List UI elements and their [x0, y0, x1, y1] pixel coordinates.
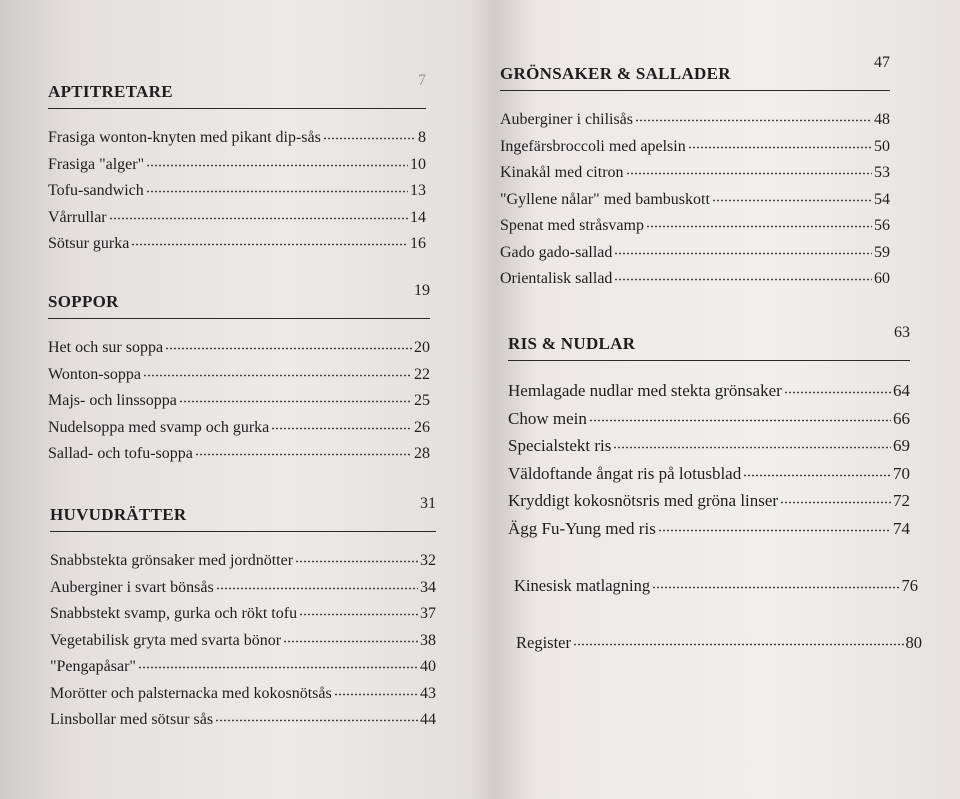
entry-page: 34 [420, 578, 436, 596]
dot-leader [334, 682, 418, 698]
toc-entry [508, 405, 910, 433]
toc-entry [50, 575, 436, 602]
dot-leader [626, 161, 872, 177]
entry-title: Tofu-sandwich [48, 182, 144, 199]
entry-title: Hemlagade nudlar med stekta grönsaker [508, 381, 782, 400]
entry-title: Auberginer i chilisås [500, 111, 634, 128]
entry-page: 40 [420, 658, 436, 675]
toc-entry [508, 515, 910, 543]
dot-leader [283, 629, 418, 645]
right-page [490, 0, 960, 799]
entry-page: 26 [414, 418, 430, 436]
toc-section-ris-nudlar [508, 324, 910, 542]
entry-page: 32 [420, 552, 436, 569]
toc-entry [500, 160, 890, 187]
dot-leader [712, 188, 872, 204]
toc-entry [508, 432, 910, 460]
section-rule [48, 318, 430, 319]
toc-entry [50, 654, 436, 681]
entry-title: Orientalisk sallad [500, 270, 613, 287]
entry-title: "Pengapåsar" [50, 658, 136, 675]
entry-page: 53 [874, 164, 890, 181]
entry-title: Snabbstekta grönsaker med jordnötter [50, 552, 294, 569]
toc-entry [48, 231, 426, 258]
section-title: RIS & NUDLAR [508, 334, 636, 353]
entry-title: Frasiga wonton-knyten med pikant dip-sås [48, 129, 321, 146]
dot-leader [146, 179, 408, 195]
entry-title: Ingefärsbroccoli med apelsin [500, 137, 686, 155]
entry-title: Kinakål med citron [500, 164, 624, 181]
toc-entry [50, 707, 436, 734]
toc-entry [50, 601, 436, 628]
toc-entry [48, 335, 430, 362]
toc-entry [48, 388, 430, 415]
entry-page: 59 [874, 243, 890, 261]
entry-page: 66 [893, 408, 910, 428]
entry-title: Sötsur gurka [48, 235, 130, 252]
dot-leader [652, 575, 899, 591]
entry-title: Väldoftande ångat ris på lotusblad [508, 463, 742, 483]
entry-title: Sallad- och tofu-soppa [48, 445, 193, 462]
dot-leader [589, 408, 891, 424]
dot-leader [658, 518, 891, 534]
entry-page: 48 [874, 111, 890, 128]
entry-title: Auberginer i svart bönsås [50, 578, 214, 596]
toc-entry [514, 573, 918, 600]
entry-page: 37 [420, 605, 436, 622]
toc-entry [50, 681, 436, 708]
toc-entry-register [516, 630, 922, 657]
toc-section-gronsaker-sallader [500, 54, 890, 293]
entry-title: Register [516, 633, 571, 652]
entry-title: Snabbstekt svamp, gurka och rökt tofu [50, 605, 298, 622]
dot-leader [784, 380, 891, 396]
dot-leader [179, 389, 412, 405]
dot-leader [143, 363, 412, 379]
entry-page: 64 [893, 381, 910, 400]
entry-page: 80 [905, 633, 922, 652]
section-rule [500, 90, 890, 91]
toc-entry [48, 152, 426, 179]
entry-page: 13 [410, 182, 426, 199]
entry-page: 44 [420, 711, 436, 728]
entry-page: 22 [414, 365, 430, 383]
section-rule [48, 108, 426, 109]
entry-page: 76 [901, 576, 918, 595]
dot-leader [743, 463, 891, 479]
entry-page: 25 [414, 392, 430, 409]
dot-leader [195, 442, 412, 458]
toc-entry [500, 187, 890, 214]
toc-entry [50, 548, 436, 575]
entry-title: Ägg Fu-Yung med ris [508, 518, 656, 538]
entry-title: Chow mein [508, 408, 587, 428]
dot-leader [131, 232, 408, 248]
section-page-number: 7 [418, 72, 426, 89]
section-title: HUVUDRÄTTER [50, 505, 187, 524]
dot-leader [295, 549, 418, 565]
entry-page: 20 [414, 339, 430, 356]
dot-leader [216, 576, 418, 592]
toc-entry [50, 628, 436, 655]
entry-title: Specialstekt ris [508, 436, 612, 455]
dot-leader [613, 435, 891, 451]
toc-entry-kinesisk-matlagning [514, 573, 918, 600]
dot-leader [573, 632, 904, 648]
entry-page: 50 [874, 137, 890, 155]
entry-title: Vegetabilisk gryta med svarta bönor [50, 631, 282, 649]
dot-leader [146, 153, 408, 169]
toc-entry [508, 487, 910, 515]
toc-entry [508, 460, 910, 488]
section-page-number: 63 [894, 324, 910, 341]
toc-entry [48, 178, 426, 205]
dot-leader [165, 336, 412, 352]
section-title: APTITRETARE [48, 82, 173, 101]
dot-leader [215, 708, 418, 724]
entry-page: 38 [420, 631, 436, 649]
section-title: SOPPOR [48, 292, 119, 311]
section-page-number: 31 [420, 495, 436, 512]
entry-title: Kinesisk matlagning [514, 576, 651, 595]
toc-entry [48, 205, 426, 232]
toc-entry [48, 441, 430, 468]
dot-leader [271, 416, 412, 432]
entry-title: Majs- och linssoppa [48, 392, 177, 409]
toc-entry [48, 125, 426, 152]
dot-leader [109, 206, 408, 222]
entry-page: 28 [414, 445, 430, 462]
section-page-number: 19 [414, 282, 430, 299]
entry-title: Frasiga "alger" [48, 155, 145, 173]
toc-section-aptitretare [48, 72, 426, 258]
section-rule [508, 360, 910, 361]
toc-entry [508, 377, 910, 405]
dot-leader [688, 135, 872, 151]
dot-leader [635, 108, 872, 124]
entry-page: 72 [893, 491, 910, 510]
section-rule [50, 531, 436, 532]
entry-page: 60 [874, 270, 890, 287]
entry-title: Het och sur soppa [48, 339, 164, 356]
entry-page: 10 [410, 155, 426, 173]
toc-entry [48, 415, 430, 442]
entry-page: 54 [874, 190, 890, 208]
dot-leader [780, 490, 891, 506]
entry-title: Vårrullar [48, 208, 107, 226]
entry-page: 16 [410, 235, 426, 252]
toc-entry [500, 213, 890, 240]
dot-leader [614, 267, 872, 283]
entry-title: Nudelsoppa med svamp och gurka [48, 418, 270, 436]
toc-entry [516, 630, 922, 657]
entry-title: Gado gado-sallad [500, 243, 613, 261]
entry-title: Spenat med stråsvamp [500, 217, 644, 234]
entry-page: 70 [893, 463, 910, 483]
entry-page: 14 [410, 208, 426, 226]
toc-entry [48, 362, 430, 389]
entry-page: 56 [874, 217, 890, 234]
dot-leader [323, 126, 416, 142]
entry-title: Wonton-soppa [48, 365, 141, 383]
dot-leader [138, 655, 418, 671]
entry-title: Morötter och palsternacka med kokosnötsås [50, 684, 332, 702]
entry-title: Kryddigt kokosnötsris med gröna linser [508, 491, 779, 510]
dot-leader [646, 214, 872, 230]
dot-leader [299, 602, 418, 618]
entry-page: 43 [420, 684, 436, 702]
toc-entry [500, 266, 890, 293]
entry-page: 74 [893, 518, 910, 538]
toc-section-soppor [48, 282, 430, 468]
entry-page: 69 [893, 436, 910, 455]
entry-title: Linsbollar med sötsur sås [50, 711, 214, 728]
entry-page: 8 [418, 129, 426, 146]
toc-entry [500, 240, 890, 267]
toc-entry [500, 134, 890, 161]
section-title: GRÖNSAKER & SALLADER [500, 64, 731, 83]
toc-entry [500, 107, 890, 134]
section-page-number: 47 [874, 54, 890, 71]
entry-title: "Gyllene nålar" med bambuskott [500, 190, 710, 208]
dot-leader [614, 241, 872, 257]
toc-section-huvudratter [50, 495, 436, 734]
